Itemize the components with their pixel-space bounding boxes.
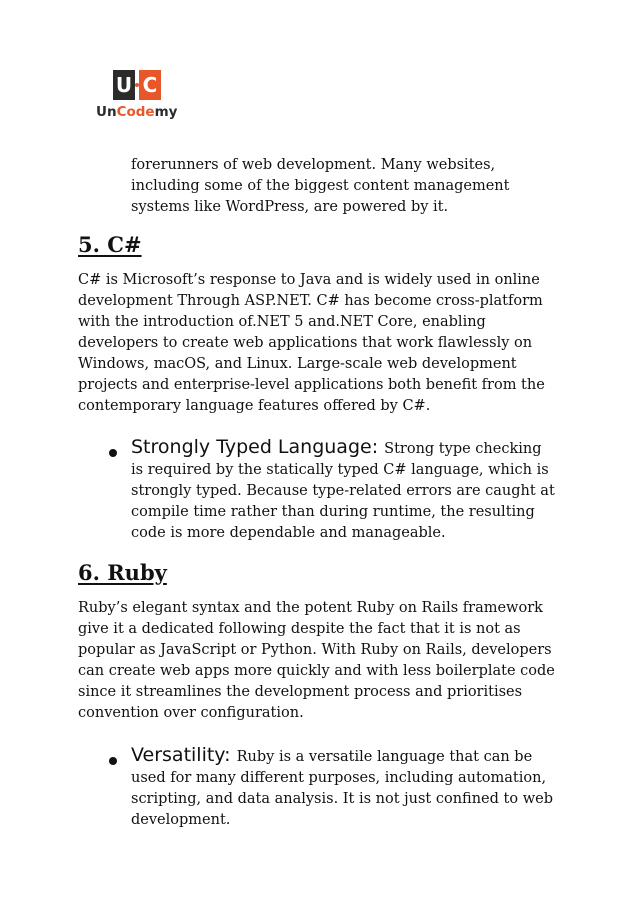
bullet-lead: Strongly Typed Language: [131,436,385,458]
logo-word-un: Un [96,104,117,120]
section-body-csharp: C# is Microsoft’s response to Java and is widely used in online development Through ASP.NET. C# has become cross-platform with the introduction of.NET 5 and.NET Core, enabling developers to create web applications that work flawlessly on Windows, macOS, and Linux. Large-scale web development projects and enterprise-level applications both benefit from the contemporary language features offered by C#. [78,272,545,414]
logo-letter-u: U [113,70,135,100]
section-body-ruby: Ruby’s elegant syntax and the potent Ruby on Rails framework give it a dedicated following despite the fact that it is not as popular as JavaScript or Python. With Ruby on Rails, developers can create web apps more quickly and with less boilerplate code since it streamlines the development process and prioritises convention over configuration. [78,600,555,721]
logo-separator [135,70,139,100]
bullet-dot-icon [109,757,117,765]
logo-word-my: my [154,104,178,120]
logo-word-code: Code [116,104,155,120]
logo-mark [113,70,161,100]
intro-paragraph: forerunners of web development. Many websites, including some of the biggest content management systems like WordPress, are powered by it. [131,157,510,215]
uncodemy-logo [96,70,176,122]
logo-letter-c: C [139,70,161,100]
bullet-dot-icon [109,449,117,457]
bullet-item-csharp [131,437,556,544]
bullet-item-ruby [131,745,556,831]
section-heading-ruby: 6. Ruby [78,560,167,585]
bullet-lead: Versatility: [131,744,237,766]
bullet-text: Strong type checking is required by the statically typed C# language, which is strongly typed. Because type-related errors are caught at compile time rather than during runtime, the resulting code is more dependable and manageable. [131,441,555,541]
section-heading-csharp: 5. C# [78,232,142,257]
bullet-text: Ruby is a versatile language that can be used for many different purposes, including automation, scripting, and data analysis. It is not just confined to web development. [131,749,553,828]
logo-wordmark [96,104,177,120]
